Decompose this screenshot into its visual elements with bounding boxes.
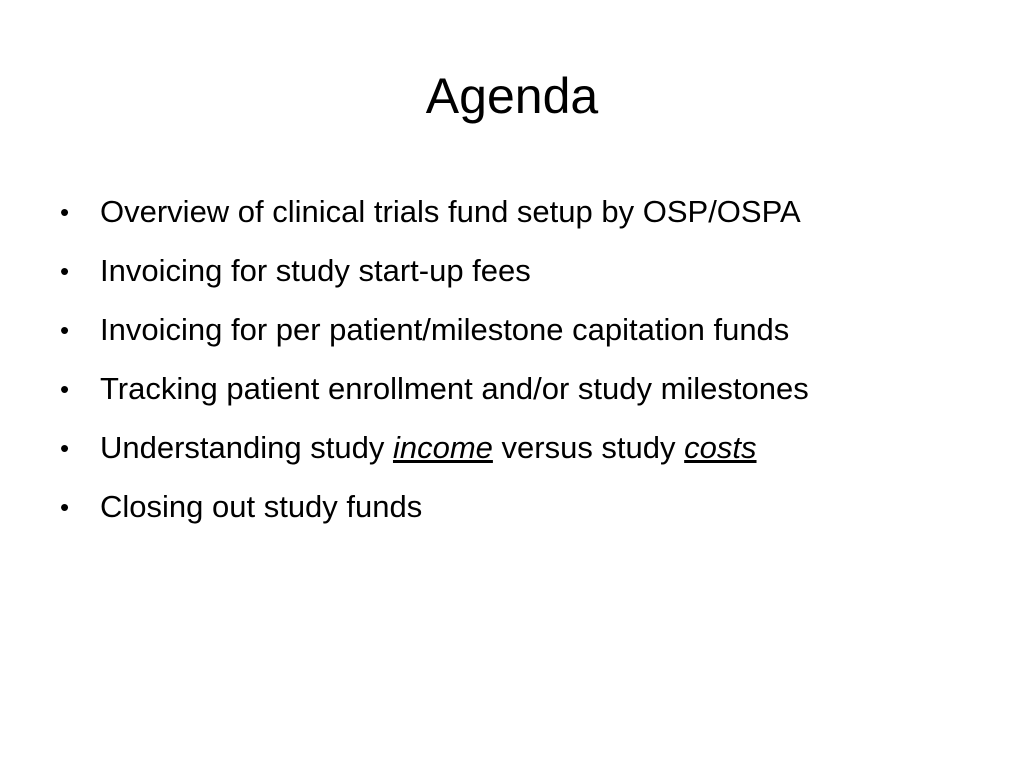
agenda-item-startup-fees (58, 249, 958, 293)
agenda-item-text: Invoicing for study start-up fees (100, 253, 531, 288)
bullet-icon: • (60, 433, 70, 463)
agenda-item-text: Overview of clinical trials fund setup by OSP/OSPA (100, 194, 801, 229)
agenda-item-text: Closing out study funds (100, 489, 423, 524)
agenda-item-text-part: versus study (492, 430, 685, 465)
agenda-item-text-part: Understanding study (100, 430, 393, 465)
agenda-item-income-vs-costs (58, 426, 958, 470)
bullet-icon: • (60, 492, 70, 522)
bullet-icon: • (60, 197, 70, 227)
emphasized-word-costs: costs (684, 430, 757, 465)
agenda-item-text: Tracking patient enrollment and/or study milestones (100, 371, 809, 406)
agenda-item-fund-setup (58, 190, 958, 234)
bullet-icon: • (60, 315, 70, 345)
bullet-icon: • (60, 374, 70, 404)
agenda-item-closing-funds (58, 485, 958, 529)
emphasized-word-income: income (392, 430, 493, 465)
bullet-icon: • (60, 256, 70, 286)
agenda-item-tracking-enrollment (58, 367, 958, 411)
agenda-item-text: Invoicing for per patient/milestone capitation funds (100, 312, 790, 347)
agenda-item-text (100, 430, 757, 465)
agenda-item-capitation-funds (58, 308, 958, 352)
slide-title: Agenda (425, 68, 599, 124)
agenda-list (58, 190, 958, 544)
